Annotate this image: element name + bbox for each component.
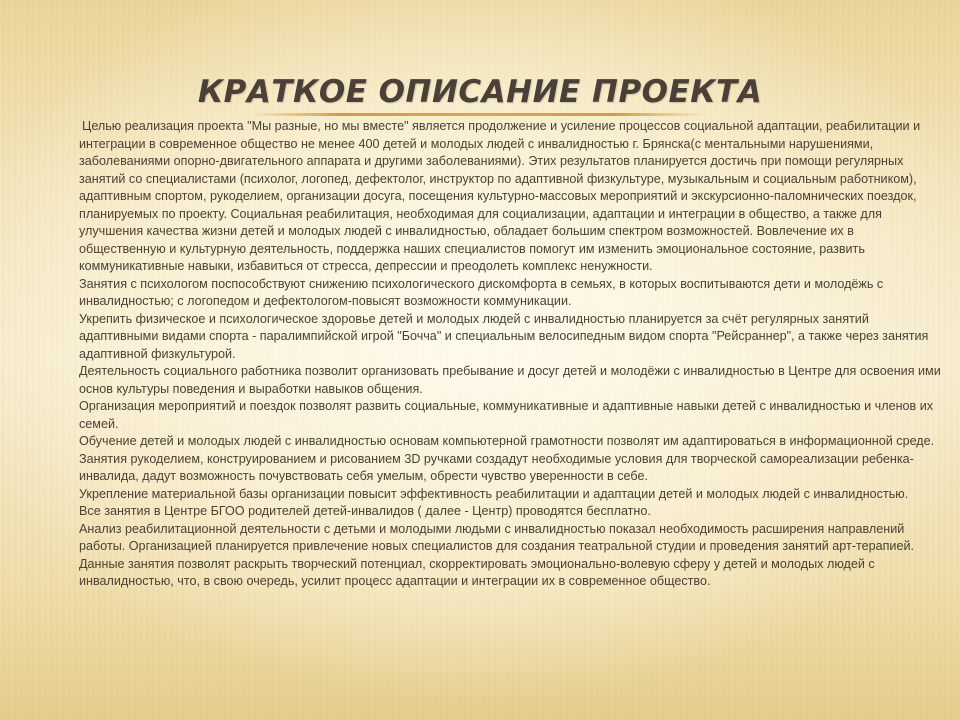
- paragraph-events: Организация мероприятий и поездок позволят развить социальные, коммуникативные и адаптивные навыки детей с инвалидностью и членов их семей.: [79, 399, 934, 431]
- paragraph-psychologist: Занятия с психологом поспособствуют снижению психологического дискомфорта в семьях, в которых воспитываются дети и молодёжь с инвалидностью; с логопедом и дефектологом-повысят возможности коммуникации.: [79, 276, 884, 308]
- body-text: [79, 118, 941, 591]
- paragraph-sport: Укрепить физическое и психологическое здоровье детей и молодых людей с инвалидностью планируется за счёт регулярных занятий адаптивными видами спорта - паралимпийской игрой "Бочча" и специальным велосипедным видом спорта "Рейсраннер", а также через занятия адаптивной физкультурой.: [79, 311, 929, 361]
- title-block: [0, 72, 960, 116]
- paragraph-social-worker: Деятельность социального работника позволит организовать пребывание и досуг детей и молодёжи с инвалидностью в Центре для освоения ими основ культуры поведения и выработки навыков общения.: [79, 364, 941, 396]
- paragraph-computer: Обучение детей и молодых людей с инвалидностью основам компьютерной грамотности позволят им адаптироваться в информационной среде.: [79, 434, 935, 448]
- paragraph-material-base: Укрепление материальной базы организации повысит эффективность реабилитации и адаптации детей и молодых людей с инвалидностью.: [79, 486, 909, 501]
- title-underline: [250, 113, 706, 116]
- paragraph-analysis: Анализ реабилитационной деятельности с детьми и молодыми людьми с инвалидностью показал необходимость расширения направлений работы. Организацией планируется привлечение новых специалистов для создания театральной студии и проведения занятий арт-терапией. Данные занятия позволят раскрыть творческий потенциал, скорректировать эмоционально-волевую сферу у детей и молодых людей с инвалидностью, что, в свою очередь, усилит процесс адаптации и интеграции их в современное общество.: [79, 521, 914, 588]
- slide-title: КРАТКОЕ ОПИСАНИЕ ПРОЕКТА: [197, 74, 763, 110]
- paragraph-free: Все занятия в Центре БГОО родителей детей-инвалидов ( далее - Центр) проводятся бесплатно.: [79, 504, 651, 518]
- paragraph-goal: Целью реализация проекта "Мы разные, но мы вместе" является продолжение и усиление процессов социальной адаптации, реабилитации и интеграции в современное общество не менее 400 детей и молодых людей с инвалидностью г. Брянска(с ментальными нарушениями, заболеваниями опорно-двигательного аппарата и другими заболеваниями). Этих результатов планируется достичь при помощи регулярных занятий со специалистами (психолог, логопед, дефектолог, инструктор по адаптивной физкультуре, музыкальным и социальным работником), адаптивным спортом, рукоделием, организации досуга, посещения культурно-массовых мероприятий и экскурсионно-паломнических поездок, планируемых по проекту. Социальная реабилитация, необходимая для социализации, адаптации и интеграции в общество, а также для улучшения качества жизни детей и молодых людей с инвалидностью, обладает большим спектром возможностей. Вовлечение их в общественную и культурную деятельность, поддержка наших специалистов помогут им изменить эмоциональное состояние, развить коммуникативные навыки, избавиться от стресса, депрессии и преодолеть комплекс ненужности.: [79, 119, 921, 273]
- paragraph-handicraft: Занятия рукоделием, конструированием и рисованием 3D ручками создадут необходимые условия для творческой самореализации ребенка-инвалида, дадут возможность почувствовать себя умелым, обрести чувство уверенности в себе.: [79, 451, 914, 483]
